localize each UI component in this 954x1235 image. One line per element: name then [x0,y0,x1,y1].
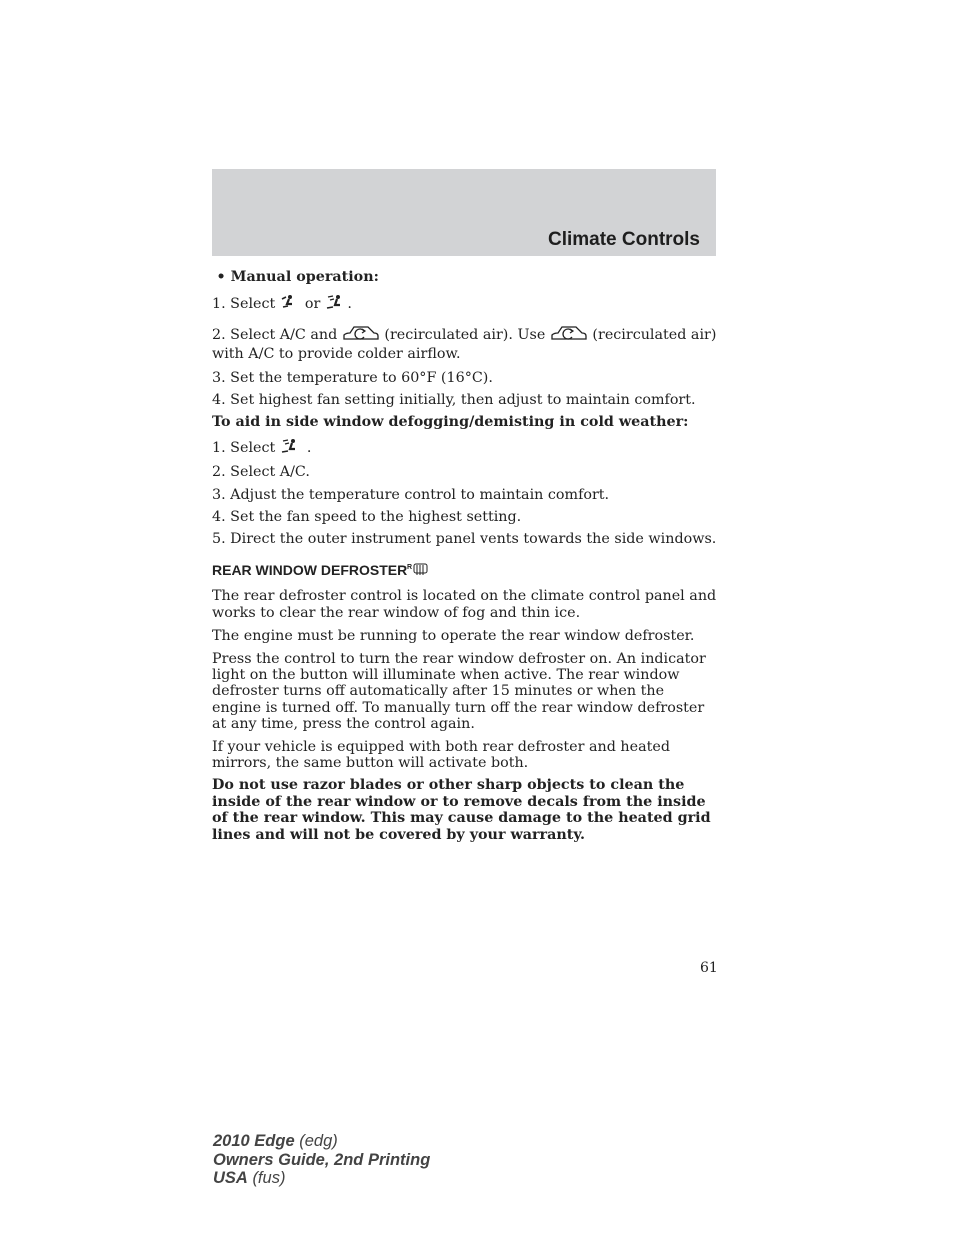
defog-step-1 [212,438,717,458]
footer-region [213,1169,430,1188]
content [212,268,717,843]
step-text: (recirculated air). Use [384,327,546,344]
rear-paragraph-3: Press the control to turn the rear window defroster on. An indicator light on the button will illuminate when active. The rear window defroster turns off automatically after 15 minutes or when the engine is turned off. To manually turn off the rear window defroster at any time, press the control again. [212,650,706,733]
footer-region-code: (fus) [252,1169,286,1187]
rear-paragraph-4: If your vehicle is equipped with both rear defroster and heated mirrors, the same button will activate both. [212,738,670,771]
recirculated-air-icon [550,324,588,346]
recirculated-air-icon [342,324,380,346]
section-heading-text: REAR WINDOW DEFROSTER [212,561,408,578]
manual-step-2-line-1 [212,324,717,346]
header-band [212,169,716,256]
defog-step-2: 2. Select A/C. [212,464,310,481]
defog-step-3: 3. Adjust the temperature control to maintain comfort. [212,486,610,503]
step-text: (recirculated air) [592,327,717,344]
step-text-end: . [306,440,312,457]
step-text: 1. Select [212,440,276,457]
warning-paragraph: Do not use razor blades or other sharp objects to clean the inside of the rear window or to remove decals from the inside of the rear window. This may cause damage to the heated grid lines and will not be covered by your warranty. [212,777,711,843]
floor-defrost-airflow-icon [325,294,343,314]
footer-model-code: (edg) [299,1132,338,1150]
footer [213,1132,430,1188]
floor-defrost-airflow-icon [280,438,298,458]
panel-floor-airflow-icon [280,294,296,314]
bullet: • [216,269,226,285]
manual-heading-text: Manual operation: [230,269,379,285]
rear-paragraph-2: The engine must be running to operate the rear window defroster. [212,628,695,645]
footer-model-name: 2010 Edge [213,1132,295,1150]
rear-paragraph-1: The rear defroster control is located on the climate control panel and works to clear the rear window of fog and thin ice. [212,588,717,621]
manual-heading [212,269,717,285]
step-text: 1. Select [212,296,276,313]
defog-step-4: 4. Set the fan speed to the highest setting. [212,509,522,526]
manual-step-1 [212,294,717,314]
page-title: Climate Controls [547,229,700,250]
step-text-or: or [304,296,321,313]
footer-region-name: USA [213,1169,248,1187]
defog-heading: To aid in side window defogging/demisting in cold weather: [212,414,689,431]
manual-step-4: 4. Set highest fan setting initially, then adjust to maintain comfort. [212,392,696,409]
footer-model [213,1132,430,1151]
rear-defrost-icon [407,562,429,579]
defog-step-5: 5. Direct the outer instrument panel vents towards the side windows. [212,531,717,548]
step-text: 2. Select A/C and [212,327,338,344]
step-text-end: . [347,296,352,313]
rear-defroster-heading [212,562,717,579]
footer-guide: Owners Guide, 2nd Printing [213,1150,431,1169]
page-number: 61 [700,960,718,976]
svg-text:R: R [407,563,413,571]
manual-step-2-line-2: with A/C to provide colder airflow. [212,346,461,363]
manual-step-3: 3. Set the temperature to 60°F (16°C). [212,369,493,386]
